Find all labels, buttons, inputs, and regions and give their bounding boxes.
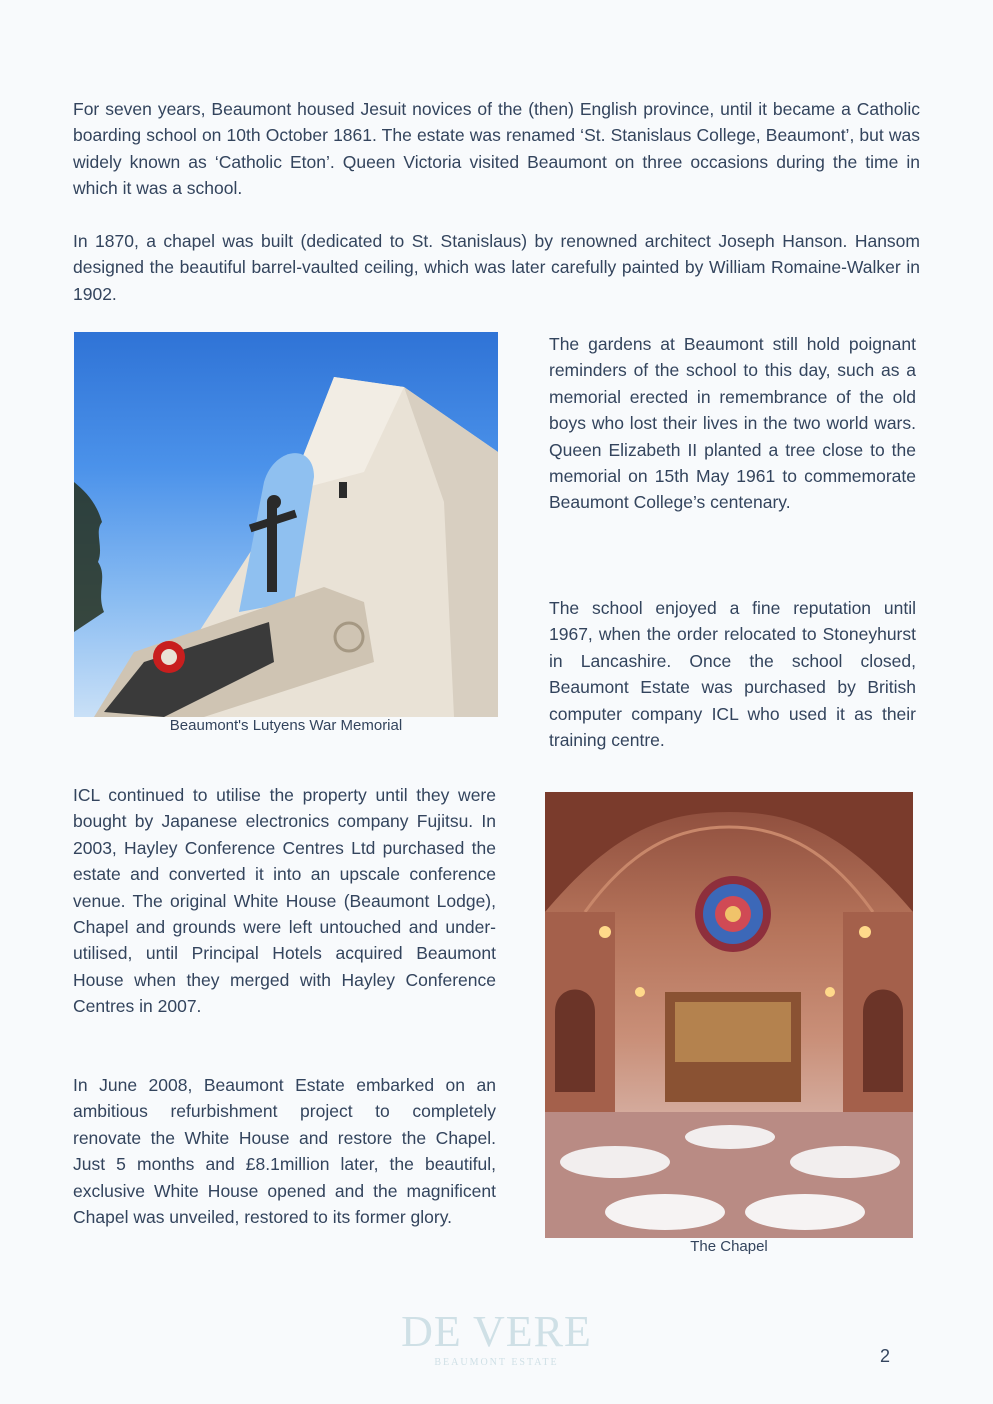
- war-memorial-caption: Beaumont's Lutyens War Memorial: [169, 717, 403, 734]
- de-vere-logo: [380, 1308, 613, 1370]
- chapel-illustration: [545, 792, 913, 1238]
- paragraph-reputation: The school enjoyed a fine reputation until 1967, when the order relocated to Stoneyhurst in Lancashire. Once the school closed, Beaumont Estate was purchased by British computer company ICL who used it as their training centre.: [549, 598, 916, 751]
- logo-sub-text: BEAUMONT ESTATE: [434, 1357, 559, 1368]
- paragraph-icl: ICL continued to utilise the property until they were bought by Japanese electronics company Fujitsu. In 2003, Hayley Conference Centres Ltd purchased the estate and converted it into an upscale conference venue. The original White House (Beaumont Lodge), Chapel and grounds were left untouched and under-utilised, until Principal Hotels acquired Beaumont House when they merged with Hayley Conference Centres in 2007.: [73, 785, 496, 1017]
- chapel-photo: [545, 792, 913, 1238]
- chapel-caption: The Chapel: [690, 1238, 768, 1255]
- paragraph-intro-1: For seven years, Beaumont housed Jesuit novices of the (then) English province, until it became a Catholic boarding school on 10th October 1861. The estate was renamed ‘St. Stanislaus College, Beaumont’, but was widely known as ‘Catholic Eton’. Queen Victoria visited Beaumont on three occasions during the time in which it was a school.: [73, 99, 920, 199]
- paragraph-june-2008: In June 2008, Beaumont Estate embarked on an ambitious refurbishment project to completely renovate the White House and restore the Chapel. Just 5 months and £8.1million later, the beautiful, exclusive White House opened and the magnificent Chapel was unveiled, restored to its former glory.: [73, 1075, 496, 1228]
- logo-main-text: DE VERE: [401, 1307, 592, 1356]
- paragraph-intro-2: In 1870, a chapel was built (dedicated to St. Stanislaus) by renowned architect Joseph Hanson. Hansom designed the beautiful barrel-vaulted ceiling, which was later carefully painted by William Romaine-Walker in 1902.: [73, 231, 920, 304]
- war-memorial-illustration: [74, 332, 498, 717]
- paragraph-gardens: The gardens at Beaumont still hold poignant reminders of the school to this day, such as a memorial erected in remembrance of the old boys who lost their lives in the two world wars. Queen Elizabeth II planted a tree close to the memorial on 15th May 1961 to commemorate Beaumont College’s centenary.: [549, 334, 916, 513]
- page-number: 2: [880, 1346, 891, 1366]
- war-memorial-photo: [74, 332, 498, 717]
